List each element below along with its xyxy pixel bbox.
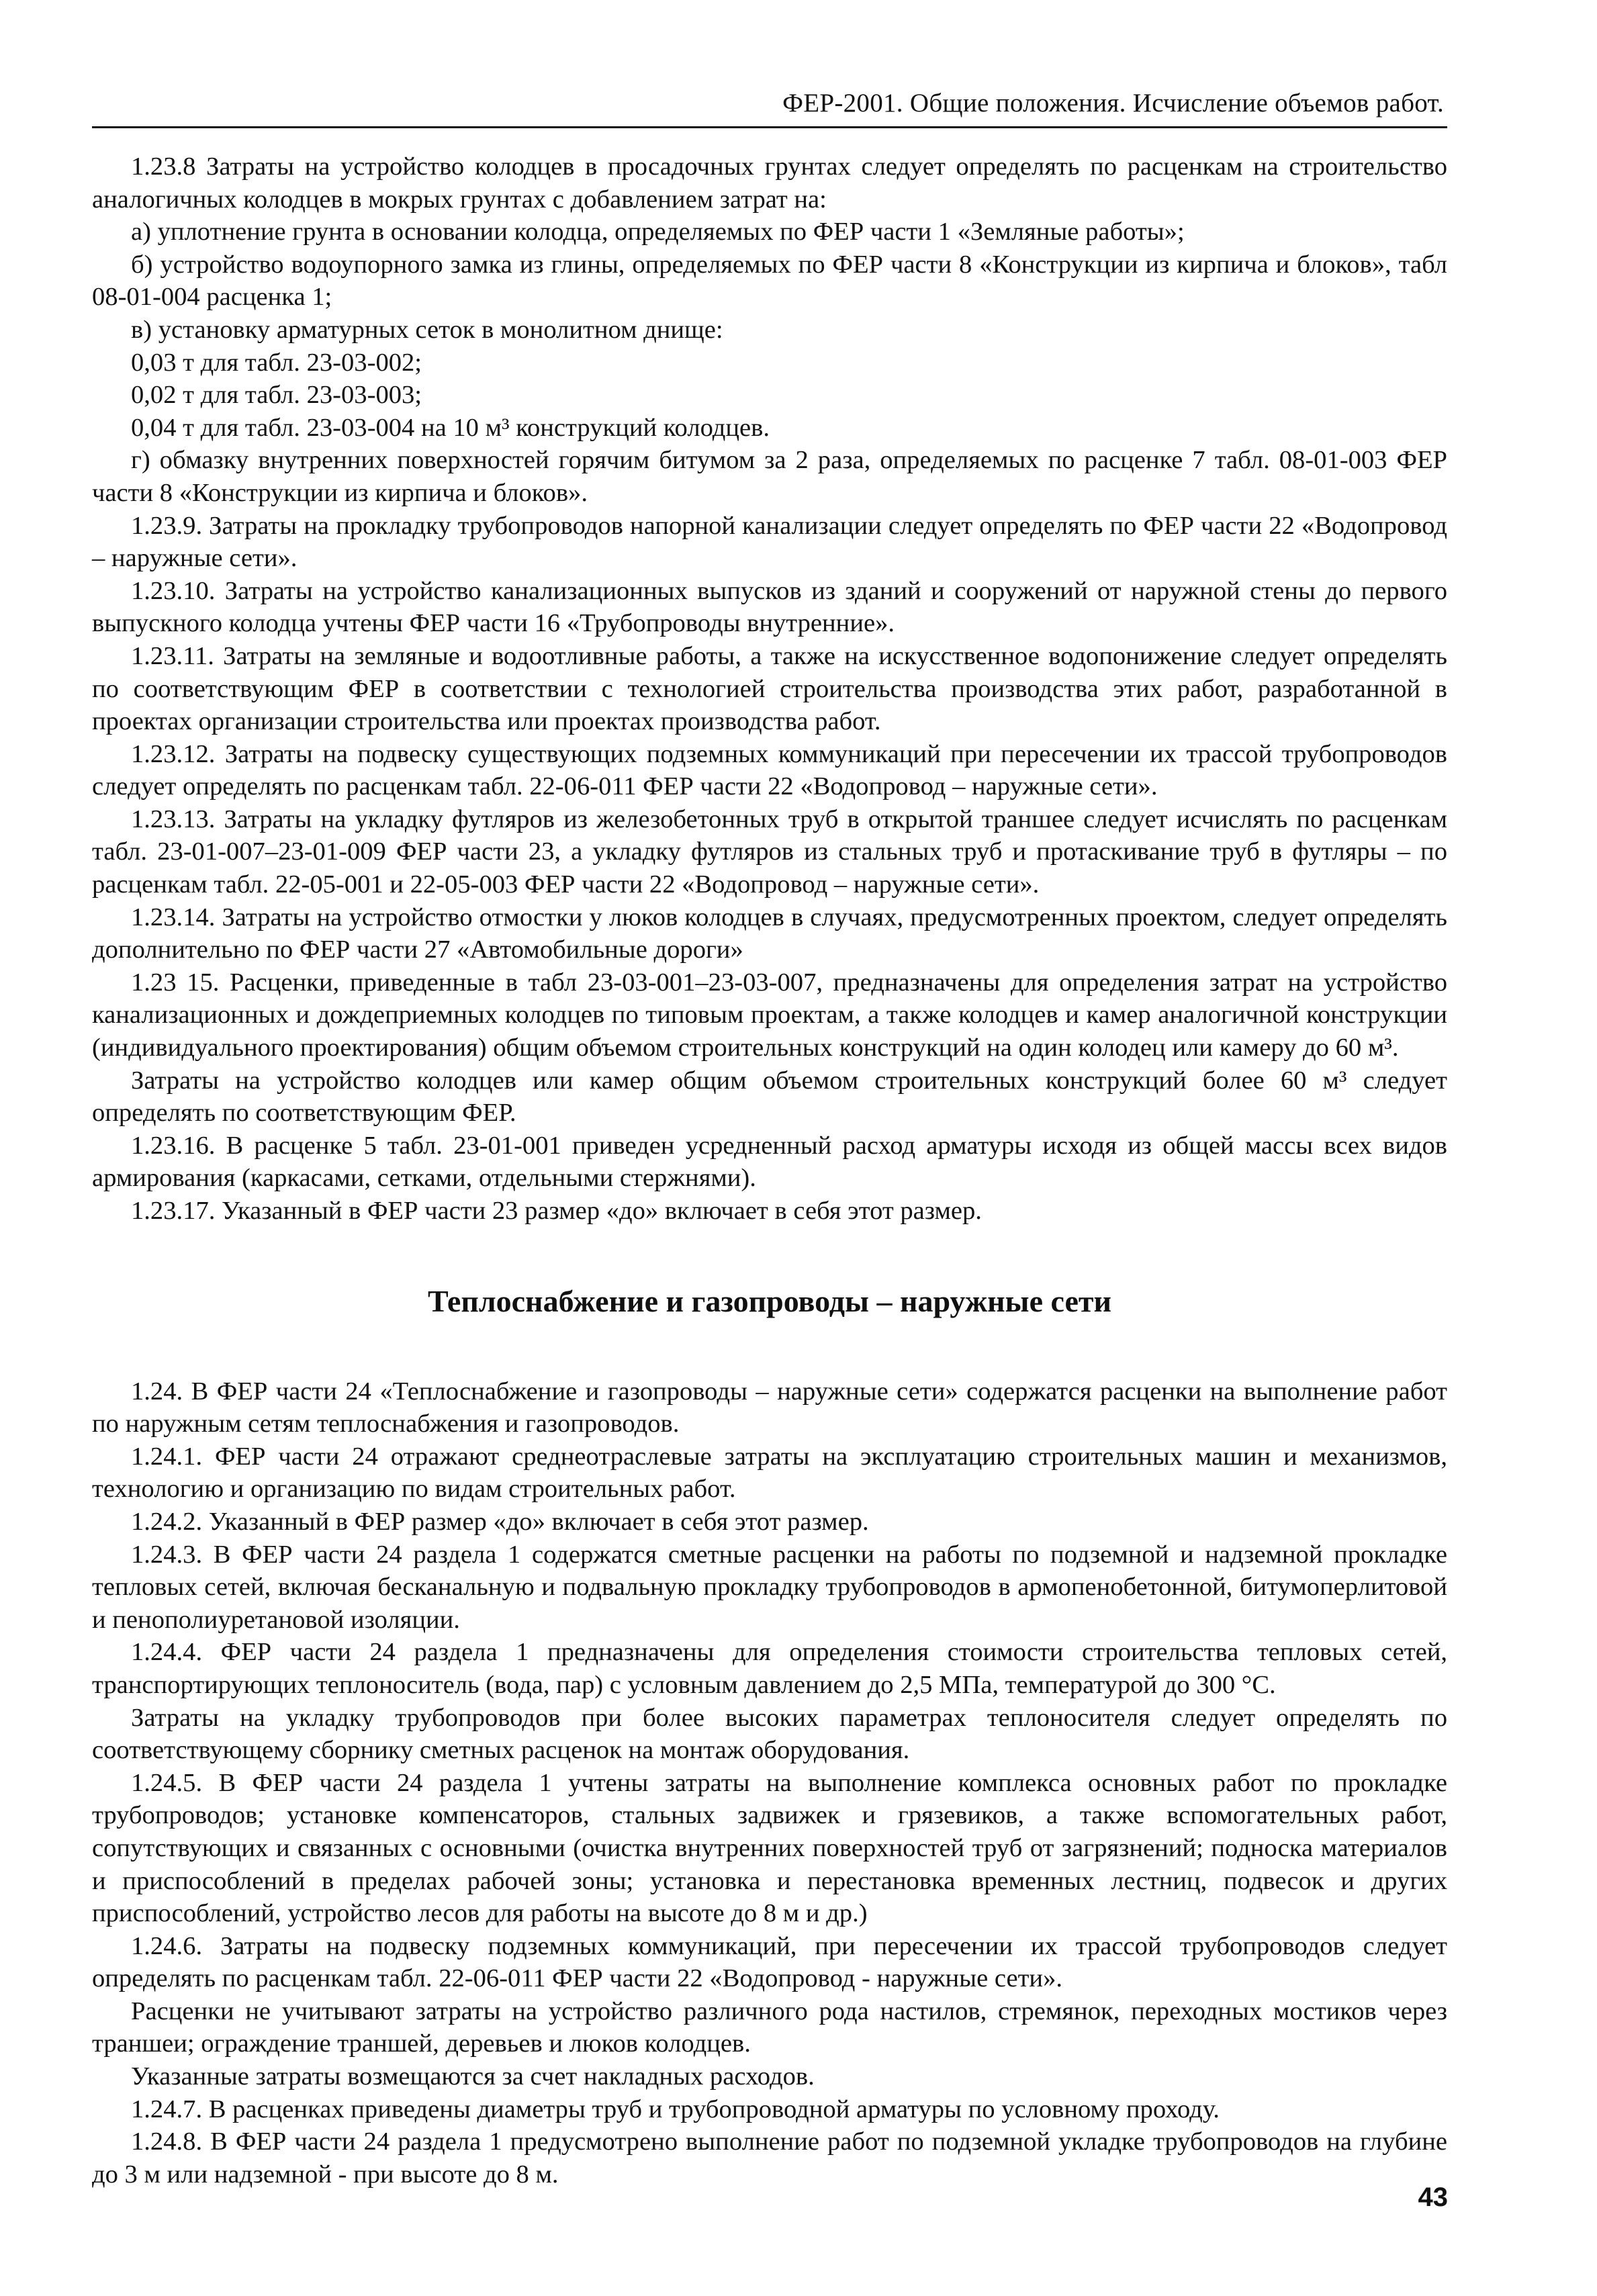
norm-line-3: 0,04 т для табл. 23-03-004 на 10 м³ конструкций колодцев. bbox=[131, 413, 770, 442]
header-rule bbox=[92, 126, 1447, 128]
paragraph-1-23-8: 1.23.8 Затраты на устройство колодцев в просадочных грунтах следует определять по расценкам на строительство аналогичных колодцев в мокрых грунтах с добавлением затрат на: bbox=[92, 152, 1447, 214]
paragraph-1-24-2: 1.24.2. Указанный в ФЕР размер «до» включает в себя этот размер. bbox=[131, 1507, 869, 1536]
paragraph-1-23-15: 1.23 15. Расценки, приведенные в табл 23-03-001–23-03-007, предназначены для определения затрат на устройство канализационных и дождеприемных колодцев по типовым проектам, а также колодцев и камер аналогичной конструкции (индивидуального проектирования) общим объемом строительных конструкций на один колодец или камеру до 60 м³. bbox=[92, 968, 1447, 1062]
section-heading: Теплоснабжение и газопроводы – наружные сети bbox=[427, 1283, 1112, 1318]
paragraph-1-23-14: 1.23.14. Затраты на устройство отмостки у люков колодцев в случаях, предусмотренных проектом, следует определять дополнительно по ФЕР части 27 «Автомобильные дороги» bbox=[92, 903, 1447, 964]
paragraph-1-23-12: 1.23.12. Затраты на подвеску существующих подземных коммуникаций при пересечении их трассой трубопроводов следует определять по расценкам табл. 22-06-011 ФЕР части 22 «Водопровод – наружные сети». bbox=[92, 739, 1447, 801]
paragraph-1-24: 1.24. В ФЕР части 24 «Теплоснабжение и газопроводы – наружные сети» содержатся расценки на выполнение работ по наружным сетям теплоснабжения и газопроводов. bbox=[92, 1377, 1447, 1438]
paragraph-1-24-5: 1.24.5. В ФЕР части 24 раздела 1 учтены затраты на выполнение комплекса основных работ по прокладке трубопроводов; установке компенсаторов, стальных задвижек и грязевиков, а также вспомогательных работ, сопутствующих и связанных с основными (очистка внутренних поверхностей труб от загрязнений; подноска материалов и приспособлений в пределах рабочей зоны; установка и перестановка временных лестниц, подвесок и других приспособлений, устройство лесов для работы на высоте до 8 м и др.) bbox=[92, 1768, 1447, 1928]
list-item-a: а) уплотнение грунта в основании колодца, определяемых по ФЕР части 1 «Земляные работы»; bbox=[131, 218, 1185, 246]
paragraph-1-24-1: 1.24.1. ФЕР части 24 отражают среднеотраслевые затраты на эксплуатацию строительных машин и механизмов, технологию и организацию по видам строительных работ. bbox=[92, 1442, 1447, 1504]
paragraph-1-23-9: 1.23.9. Затраты на прокладку трубопроводов напорной канализации следует определять по ФЕР части 22 «Водопровод – наружные сети». bbox=[92, 511, 1447, 573]
list-item-g: г) обмазку внутренних поверхностей горячим битумом за 2 раза, определяемых по расценке 7 табл. 08-01-003 ФЕР части 8 «Конструкции из кирпича и блоков». bbox=[92, 446, 1447, 507]
paragraph-1-24-4-cont: Затраты на укладку трубопроводов при более высоких параметрах теплоносителя следует определять по соответствующему сборнику сметных расценок на монтаж оборудования. bbox=[92, 1703, 1447, 1765]
paragraph-1-24-8: 1.24.8. В ФЕР части 24 раздела 1 предусмотрено выполнение работ по подземной укладке трубопроводов на глубине до 3 м или надземной - при высоте до 8 м. bbox=[92, 2127, 1447, 2189]
paragraph-1-23-11: 1.23.11. Затраты на земляные и водоотливные работы, а также на искусственное водопонижение следует определять по соответствующим ФЕР в соответствии с технологией строительства производства этих работ, разработанной в проектах организации строительства или проектах производства работ. bbox=[92, 641, 1447, 736]
paragraph-1-24-6-cont: Расценки не учитывают затраты на устройство различного рода настилов, стремянок, переходных мостиков через траншеи; ограждение траншей, деревьев и люков колодцев. bbox=[92, 1996, 1447, 2058]
paragraph-1-23-15-cont: Затраты на устройство колодцев или камер общим объемом строительных конструкций более 60 м³ следует определять по соответствующим ФЕР. bbox=[92, 1066, 1447, 1128]
paragraph-1-23-10: 1.23.10. Затраты на устройство канализационных выпусков из зданий и сооружений от наружной стены до первого выпускного колодца учтены ФЕР части 16 «Трубопроводы внутренние». bbox=[92, 576, 1447, 638]
paragraph-1-24-6-note: Указанные затраты возмещаются за счет накладных расходов. bbox=[131, 2062, 815, 2091]
page-number: 43 bbox=[1418, 2183, 1448, 2212]
paragraph-1-23-13: 1.23.13. Затраты на укладку футляров из железобетонных труб в открытой траншее следует исчислять по расценкам табл. 23-01-007–23-01-009 ФЕР части 23, а укладку футляров из стальных труб и протаскивание труб в футляры – по расценкам табл. 22-05-001 и 22-05-003 ФЕР части 22 «Водопровод – наружные сети». bbox=[92, 805, 1447, 899]
paragraph-1-23-17: 1.23.17. Указанный в ФЕР части 23 размер «до» включает в себя этот размер. bbox=[131, 1197, 982, 1225]
list-item-b: б) устройство водоупорного замка из глины, определяемых по ФЕР части 8 «Конструкции из кирпича и блоков», табл 08-01-004 расценка 1; bbox=[92, 250, 1447, 312]
paragraph-1-24-7: 1.24.7. В расценках приведены диаметры труб и трубопроводной арматуры по условному проходу. bbox=[131, 2095, 1220, 2123]
paragraph-1-24-6: 1.24.6. Затраты на подвеску подземных коммуникаций, при пересечении их трассой трубопроводов следует определять по расценкам табл. 22-06-011 ФЕР части 22 «Водопровод - наружные сети». bbox=[92, 1931, 1447, 1993]
running-header: ФЕР-2001. Общие положения. Исчисление объемов работ. bbox=[782, 89, 1444, 118]
norm-line-1: 0,03 т для табл. 23-03-002; bbox=[131, 348, 422, 377]
paragraph-1-23-16: 1.23.16. В расценке 5 табл. 23-01-001 приведен усредненный расход арматуры исходя из общей массы всех видов армирования (каркасами, сетками, отдельными стержнями). bbox=[92, 1131, 1447, 1193]
page-content bbox=[92, 150, 1447, 2191]
paragraph-1-24-3: 1.24.3. В ФЕР части 24 раздела 1 содержатся сметные расценки на работы по подземной и надземной прокладке тепловых сетей, включая бесканальную и подвальную прокладку трубопроводов в армопенобетонной, битумоперлитовой и пенополиуретановой изоляции. bbox=[92, 1540, 1447, 1634]
list-item-v: в) установку арматурных сеток в монолитном днище: bbox=[131, 315, 723, 344]
norm-line-2: 0,02 т для табл. 23-03-003; bbox=[131, 381, 422, 410]
paragraph-1-24-4: 1.24.4. ФЕР части 24 раздела 1 предназначены для определения стоимости строительства тепловых сетей, транспортирующих теплоноситель (вода, пар) с условным давлением до 2,5 МПа, температурой до 300 °С. bbox=[92, 1638, 1447, 1699]
